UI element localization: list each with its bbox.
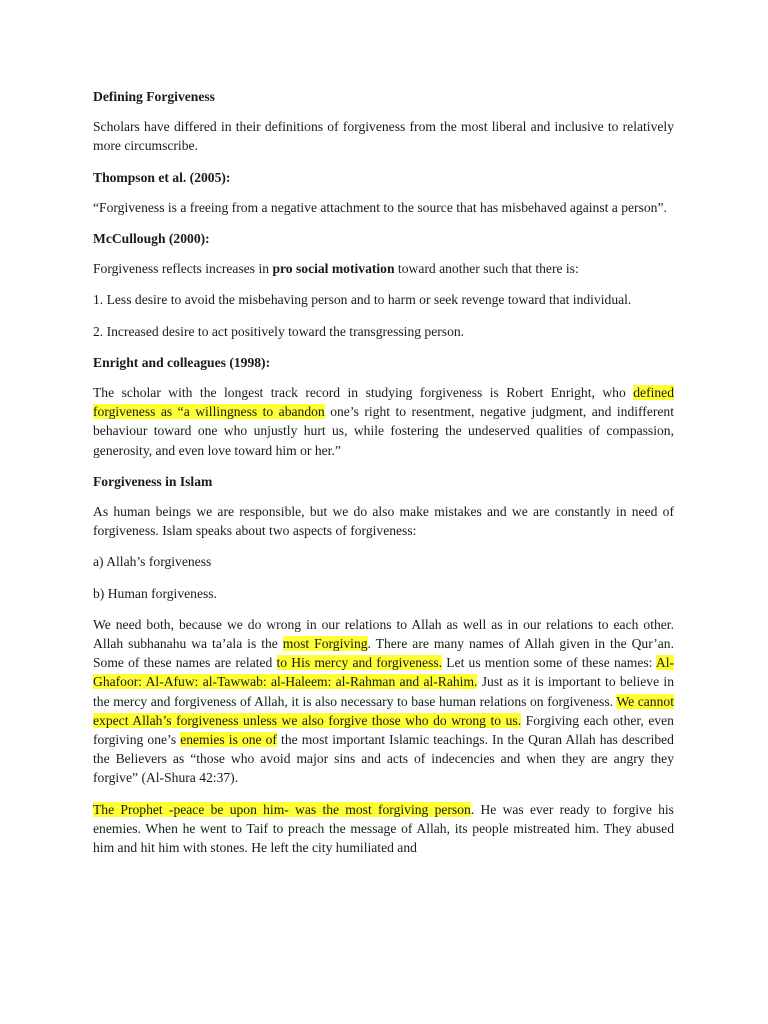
text-run: toward another such that there is: [394,261,579,277]
heading-mccullough: McCullough (2000): [93,231,210,247]
highlight: most Forgiving [282,636,368,652]
heading-enright: Enright and colleagues (1998): [93,354,271,370]
bold-term: pro social motivation [272,261,395,277]
text-run: Forgiveness reflects increases in [93,261,273,277]
text-run: Forgiving each other, even forgiving one’s [93,712,674,748]
text-run: . He was ever ready to forgive his enemies. When he went to Taif to preach the message of Allah, its people mistreated him. They abused him and hit him with stones. He left the city humiliated and [93,801,674,856]
text-run: one’s right to resentment, negative judgment, and indifferent behaviour toward one who unjustly hurt us, while fostering the undeserved qualities of compassion, generosity, and even love toward him or her.” [93,404,674,458]
paragraph-thompson-quote: “Forgiveness is a freeing from a negative attachment to the source that has misbehaved against a person”. [93,199,667,215]
text-run: the most important Islamic teachings. In the Quran Allah has described the Believers as “those who avoid major sins and acts of indecencies and when they are angry they forgive” (Al-Shura 42:37). [93,732,674,786]
paragraph-mccullough [93,259,674,278]
list-item-a: a) Allah’s forgiveness [93,554,212,570]
text-run: . There are many names of Allah given in the Qur’an. Some of these names are related [93,636,675,671]
text-run: Just as it is important to believe in the mercy and forgiveness of Allah, it is also necessary to base human relations on forgiveness. [93,674,674,709]
text-run: We need both, because we do wrong in our relations to Allah as well as in our relations to each other. Allah subhanahu wa ta’ala is the [93,616,674,652]
highlight: enemies is one of [180,732,277,748]
paragraph-scholars: Scholars have differed in their definitions of forgiveness from the most liberal and inclusive to relatively more circumscribe. [93,119,674,154]
highlight: defined forgiveness as “a willingness to abandon [93,385,674,420]
text-run: The scholar with the longest track record in studying forgiveness is Robert Enright, who [93,385,634,401]
highlight: The Prophet -peace be upon him- was the most forgiving person [93,801,471,817]
highlight: to His mercy and forgiveness. [276,655,443,671]
list-item-2: 2. Increased desire to act positively toward the transgressing person. [93,323,465,339]
document-page [93,87,674,869]
heading-forgiveness-in-islam: Forgiveness in Islam [93,473,213,489]
highlight: We cannot expect Allah’s forgiveness unless we also forgive those who do wrong to us. [93,693,674,728]
list-item-b: b) Human forgiveness. [93,585,217,601]
paragraph-prophet [93,800,674,858]
list-item-1: 1. Less desire to avoid the misbehaving person and to harm or seek revenge toward that individual. [93,292,632,308]
paragraph-enright [93,383,674,460]
paragraph-we-need-both [93,615,674,788]
heading-thompson: Thompson et al. (2005): [93,169,231,185]
highlight: Al- Ghafoor: Al-Afuw: al-Tawwab: al-Haleem: al-Rahman and al-Rahim. [93,655,674,690]
heading-defining-forgiveness: Defining Forgiveness [93,89,215,104]
text-run: Let us mention some of these names: [442,655,656,671]
paragraph-human-beings: As human beings we are responsible, but we do also make mistakes and we are constantly in need of forgiveness. Islam speaks about two aspects of forgiveness: [93,504,674,539]
